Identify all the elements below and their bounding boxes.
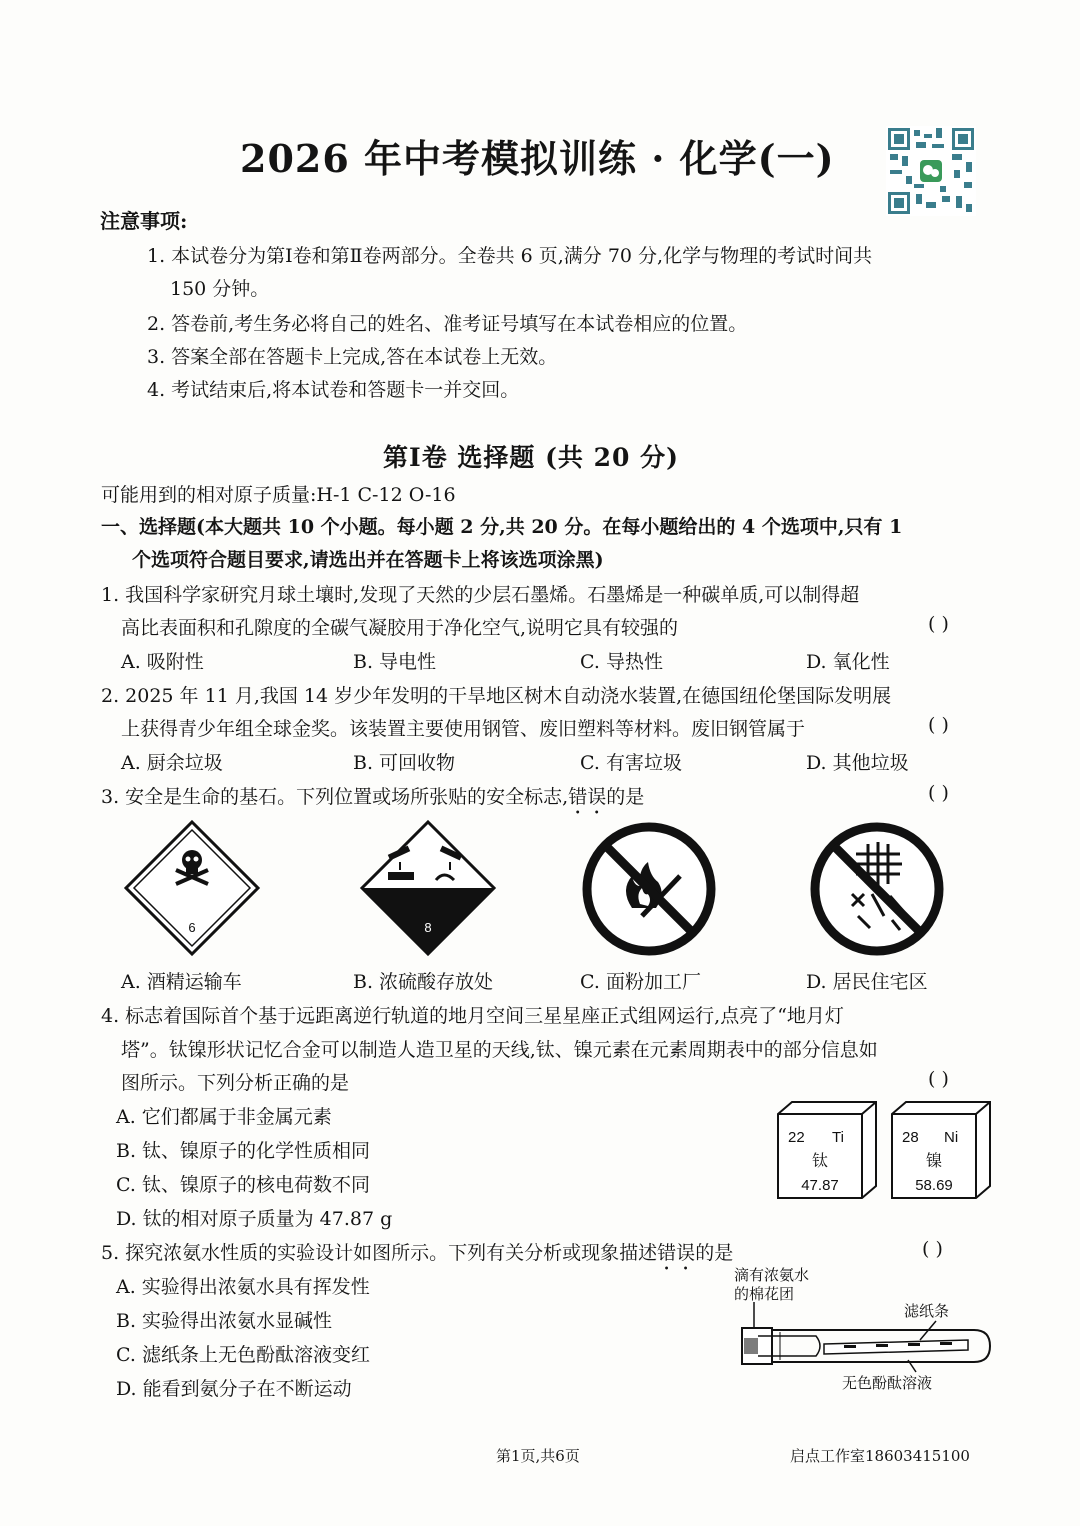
atomic-masses: 可能用到的相对原子质量:H-1 C-12 O-16 (101, 484, 456, 506)
answer-paren: ( ) (928, 714, 949, 736)
question-5-option: D. 能看到氨分子在不断运动 (116, 1378, 352, 1400)
studio-contact: 启点工作室18603415100 (790, 1447, 970, 1465)
answer-paren: ( ) (928, 1068, 949, 1090)
question-5-option: C. 滤纸条上无色酚酞溶液变红 (116, 1344, 370, 1366)
notice-item: 2. 答卷前,考生务必将自己的姓名、准考证号填写在本试卷相应的位置。 (147, 313, 748, 335)
answer-paren: ( ) (928, 782, 949, 804)
question-5-text: 5. 探究浓氨水性质的实验设计如图所示。下列有关分析或现象描述错误的是 (101, 1242, 734, 1264)
question-2-option: D. 其他垃圾 (806, 752, 909, 774)
toxic-substance-sign-icon (122, 818, 262, 958)
periodic-table-cells (776, 1100, 996, 1202)
atomic-number: 22 (788, 1129, 805, 1146)
notice-item: 3. 答案全部在答题卡上完成,答在本试卷上无效。 (147, 346, 558, 368)
question-4-text: 4. 标志着国际首个基于远距离逆行轨道的地月空间三星星座正式组网运行,点亮了“地月灯 (101, 1005, 844, 1027)
question-1-text: 1. 我国科学家研究月球土壤时,发现了天然的少层石墨烯。石墨烯是一种碳单质,可以制得超 (101, 584, 860, 606)
question-4-text: 图所示。下列分析正确的是 (121, 1072, 350, 1094)
question-1-option: A. 吸附性 (121, 651, 204, 673)
question-4-option: D. 钛的相对原子质量为 47.87 g (116, 1208, 393, 1230)
label-phenolphthalein: 无色酚酞溶液 (842, 1375, 933, 1392)
answer-paren: ( ) (928, 613, 949, 635)
element-symbol: Ti (832, 1129, 844, 1146)
question-1-option: D. 氧化性 (806, 651, 890, 673)
notice-item: 1. 本试卷分为第Ⅰ卷和第Ⅱ卷两部分。全卷共 6 页,满分 70 分,化学与物理的考试时间共 (147, 245, 873, 267)
label-cotton: 滴有浓氨水 (734, 1267, 810, 1284)
label-cotton: 的棉花团 (734, 1286, 795, 1303)
question-3-text: 3. 安全是生命的基石。下列位置或场所张贴的安全标志,错误的是 (101, 786, 645, 808)
notice-item: 4. 考试结束后,将本试卷和答题卡一并交回。 (147, 379, 520, 401)
atomic-mass: 47.87 (801, 1177, 839, 1194)
answer-paren: ( ) (922, 1238, 943, 1260)
element-name: 钛 (811, 1153, 829, 1170)
corrosive-substance-sign-icon (358, 818, 498, 958)
atomic-mass: 58.69 (915, 1177, 953, 1194)
no-open-flame-sign-icon (580, 820, 718, 958)
element-symbol: Ni (944, 1129, 959, 1146)
question-1-option: C. 导热性 (580, 651, 663, 673)
question-4-text: 塔”。钛镍形状记忆合金可以制造人造卫星的天线,钛、镍元素在元素周期表中的部分信息如 (121, 1039, 878, 1061)
element-name: 镍 (925, 1153, 943, 1170)
question-5-option: A. 实验得出浓氨水具有挥发性 (116, 1276, 370, 1298)
element-cell-ni (892, 1102, 990, 1198)
question-1-text: 高比表面积和孔隙度的全碳气凝胶用于净化空气,说明它具有较强的 (121, 617, 679, 639)
question-3-option: D. 居民住宅区 (806, 971, 928, 993)
ammonia-experiment-diagram (720, 1266, 1000, 1396)
no-fireworks-sign-icon (808, 820, 946, 958)
sign-number: 6 (188, 920, 196, 935)
page-title: 2026 年中考模拟训练 · 化学(一) (240, 136, 835, 181)
part-one-instructions: 个选项符合题目要求,请选出并在答题卡上将该选项涂黑) (132, 549, 604, 571)
question-4-option: B. 钛、镍原子的化学性质相同 (116, 1140, 371, 1162)
question-2-option: C. 有害垃圾 (580, 752, 682, 774)
question-2-option: B. 可回收物 (353, 752, 456, 774)
notice-heading: 注意事项: (100, 209, 188, 233)
emphasis-mark: 错误 (568, 786, 607, 808)
label-paper-strip: 滤纸条 (904, 1303, 950, 1320)
question-2-option: A. 厨余垃圾 (121, 752, 223, 774)
question-5-option: B. 实验得出浓氨水显碱性 (116, 1310, 333, 1332)
atomic-number: 28 (902, 1129, 919, 1146)
question-4-option: A. 它们都属于非金属元素 (116, 1106, 332, 1128)
question-2-text: 2. 2025 年 11 月,我国 14 岁少年发明的干旱地区树木自动浇水装置,在德国纽伦堡国际发明展 (101, 685, 892, 707)
question-2-text: 上获得青少年组全球金奖。该装置主要使用钢管、废旧塑料等材料。废旧钢管属于 (121, 718, 806, 740)
page-number: 第1页,共6页 (496, 1447, 580, 1465)
question-3-option: B. 浓硫酸存放处 (353, 971, 494, 993)
question-3-option: C. 面粉加工厂 (580, 971, 701, 993)
question-4-option: C. 钛、镍原子的核电荷数不同 (116, 1174, 370, 1196)
question-1-option: B. 导电性 (353, 651, 437, 673)
sign-number: 8 (424, 920, 432, 935)
qr-code-icon (886, 126, 976, 216)
question-3-option: A. 酒精运输车 (121, 971, 242, 993)
section-title: 第Ⅰ卷 选择题 (共 20 分) (383, 443, 679, 472)
element-cell-ti (778, 1102, 876, 1198)
notice-item: 150 分钟。 (170, 278, 270, 300)
part-one-instructions: 一、选择题(本大题共 10 个小题。每小题 2 分,共 20 分。在每小题给出的 4 个选项中,只有 1 (101, 516, 903, 538)
emphasis-mark: 错误 (657, 1242, 696, 1264)
